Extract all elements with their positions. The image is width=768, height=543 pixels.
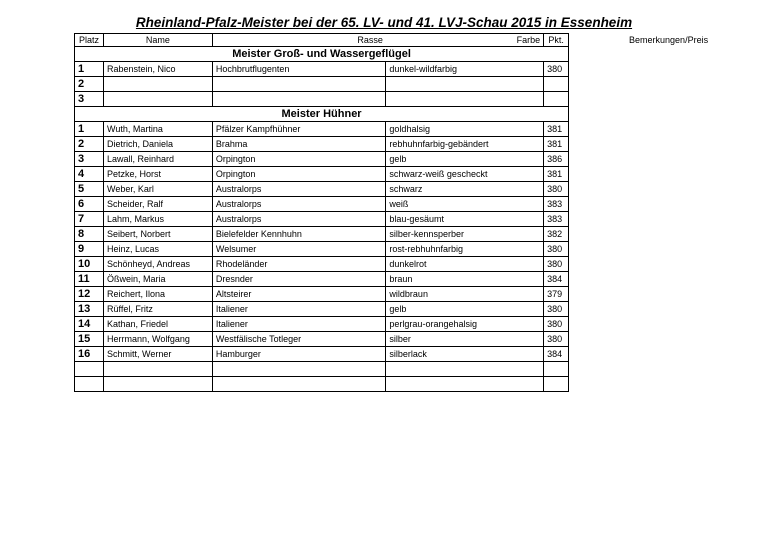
farbe-cell: blau-gesäumt [386, 212, 544, 227]
farbe-cell: rost-rebhuhnfarbig [386, 242, 544, 257]
pkt-cell [544, 77, 569, 92]
header-bemerkungen: Bemerkungen/Preis [569, 34, 768, 47]
table-row [75, 302, 768, 317]
platz-cell: 8 [75, 227, 104, 242]
rasse-cell: Dresnder [212, 272, 386, 287]
pkt-cell: 381 [544, 167, 569, 182]
header-pkt: Pkt. [544, 34, 569, 47]
bemerkungen-cell [569, 47, 768, 62]
farbe-cell: schwarz [386, 182, 544, 197]
table-row [75, 182, 768, 197]
rasse-cell: Rhodeländer [212, 257, 386, 272]
platz-cell: 10 [75, 257, 104, 272]
header-row [75, 34, 768, 47]
platz-cell [75, 377, 104, 392]
name-cell: Kathan, Friedel [103, 317, 212, 332]
pkt-cell: 380 [544, 302, 569, 317]
name-cell: Heinz, Lucas [103, 242, 212, 257]
farbe-cell [386, 362, 544, 377]
rasse-cell [212, 92, 386, 107]
table-row [75, 332, 768, 347]
table-row [75, 62, 768, 77]
table-row [75, 362, 768, 377]
pkt-cell: 383 [544, 197, 569, 212]
name-cell [103, 92, 212, 107]
pkt-cell: 379 [544, 287, 569, 302]
bemerkungen-cell [569, 62, 768, 77]
platz-cell: 15 [75, 332, 104, 347]
table-row [75, 152, 768, 167]
name-cell: Reichert, Ilona [103, 287, 212, 302]
pkt-cell [544, 362, 569, 377]
bemerkungen-cell [569, 107, 768, 122]
bemerkungen-cell [569, 332, 768, 347]
name-cell: Scheider, Ralf [103, 197, 212, 212]
farbe-cell: gelb [386, 152, 544, 167]
bemerkungen-cell [569, 137, 768, 152]
name-cell: Seibert, Norbert [103, 227, 212, 242]
platz-cell: 13 [75, 302, 104, 317]
bemerkungen-cell [569, 122, 768, 137]
bemerkungen-cell [569, 182, 768, 197]
platz-cell: 14 [75, 317, 104, 332]
table-row [75, 227, 768, 242]
table-row [75, 197, 768, 212]
pkt-cell: 380 [544, 62, 569, 77]
platz-cell: 16 [75, 347, 104, 362]
bemerkungen-cell [569, 92, 768, 107]
farbe-cell [386, 92, 544, 107]
platz-cell: 5 [75, 182, 104, 197]
section-title: Meister Hühner [75, 107, 569, 122]
bemerkungen-cell [569, 302, 768, 317]
table-row [75, 272, 768, 287]
pkt-cell: 384 [544, 272, 569, 287]
farbe-cell: silberlack [386, 347, 544, 362]
pkt-cell: 380 [544, 242, 569, 257]
pkt-cell: 381 [544, 122, 569, 137]
rasse-cell: Australorps [212, 182, 386, 197]
header-farbe: Farbe [386, 34, 544, 47]
platz-cell: 3 [75, 152, 104, 167]
bemerkungen-cell [569, 212, 768, 227]
rasse-cell: Italiener [212, 317, 386, 332]
pkt-cell [544, 377, 569, 392]
bemerkungen-cell [569, 257, 768, 272]
rasse-cell: Hochbrutflugenten [212, 62, 386, 77]
pkt-cell: 381 [544, 137, 569, 152]
rasse-cell: Altsteirer [212, 287, 386, 302]
table-row [75, 77, 768, 92]
rasse-cell: Bielefelder Kennhuhn [212, 227, 386, 242]
pkt-cell [544, 92, 569, 107]
platz-cell: 11 [75, 272, 104, 287]
pkt-cell: 384 [544, 347, 569, 362]
platz-cell [75, 362, 104, 377]
table-row [75, 257, 768, 272]
name-cell: Petzke, Horst [103, 167, 212, 182]
farbe-cell: silber [386, 332, 544, 347]
platz-cell: 12 [75, 287, 104, 302]
rasse-cell: Italiener [212, 302, 386, 317]
platz-cell: 1 [75, 62, 104, 77]
rasse-cell: Pfälzer Kampfhühner [212, 122, 386, 137]
platz-cell: 2 [75, 137, 104, 152]
section-header-row [75, 107, 768, 122]
name-cell: Lahm, Markus [103, 212, 212, 227]
farbe-cell: goldhalsig [386, 122, 544, 137]
farbe-cell: braun [386, 272, 544, 287]
table-row [75, 317, 768, 332]
platz-cell: 3 [75, 92, 104, 107]
table-row [75, 287, 768, 302]
table-row [75, 167, 768, 182]
pkt-cell: 380 [544, 317, 569, 332]
farbe-cell: perlgrau-orangehalsig [386, 317, 544, 332]
rasse-cell [212, 377, 386, 392]
name-cell: Schönheyd, Andreas [103, 257, 212, 272]
farbe-cell: schwarz-weiß gescheckt [386, 167, 544, 182]
name-cell: Weber, Karl [103, 182, 212, 197]
farbe-cell: dunkelrot [386, 257, 544, 272]
platz-cell: 7 [75, 212, 104, 227]
bemerkungen-cell [569, 152, 768, 167]
farbe-cell: dunkel-wildfarbig [386, 62, 544, 77]
bemerkungen-cell [569, 362, 768, 377]
name-cell: Dietrich, Daniela [103, 137, 212, 152]
platz-cell: 1 [75, 122, 104, 137]
bemerkungen-cell [569, 77, 768, 92]
name-cell: Ößwein, Maria [103, 272, 212, 287]
rasse-cell: Orpington [212, 152, 386, 167]
header-platz: Platz [75, 34, 104, 47]
platz-cell: 6 [75, 197, 104, 212]
table-row [75, 347, 768, 362]
pkt-cell: 383 [544, 212, 569, 227]
table-row [75, 137, 768, 152]
name-cell [103, 377, 212, 392]
name-cell [103, 362, 212, 377]
farbe-cell: gelb [386, 302, 544, 317]
farbe-cell: wildbraun [386, 287, 544, 302]
bemerkungen-cell [569, 167, 768, 182]
pkt-cell: 380 [544, 257, 569, 272]
name-cell: Wuth, Martina [103, 122, 212, 137]
name-cell: Herrmann, Wolfgang [103, 332, 212, 347]
table-row [75, 122, 768, 137]
document-title: Rheinland-Pfalz-Meister bei der 65. LV- und 41. LVJ-Schau 2015 in Essenheim [135, 15, 633, 30]
platz-cell: 2 [75, 77, 104, 92]
bemerkungen-cell [569, 347, 768, 362]
name-cell [103, 77, 212, 92]
pkt-cell: 386 [544, 152, 569, 167]
rasse-cell: Australorps [212, 212, 386, 227]
table-row [75, 92, 768, 107]
name-cell: Schmitt, Werner [103, 347, 212, 362]
section-header-row [75, 47, 768, 62]
rasse-cell: Brahma [212, 137, 386, 152]
section-title: Meister Groß- und Wassergeflügel [75, 47, 569, 62]
farbe-cell [386, 377, 544, 392]
rasse-cell: Orpington [212, 167, 386, 182]
farbe-cell: weiß [386, 197, 544, 212]
bemerkungen-cell [569, 242, 768, 257]
name-cell: Lawall, Reinhard [103, 152, 212, 167]
table-row [75, 377, 768, 392]
rasse-cell [212, 77, 386, 92]
rasse-cell: Hamburger [212, 347, 386, 362]
platz-cell: 9 [75, 242, 104, 257]
pkt-cell: 380 [544, 332, 569, 347]
bemerkungen-cell [569, 197, 768, 212]
name-cell: Rabenstein, Nico [103, 62, 212, 77]
pkt-cell: 382 [544, 227, 569, 242]
farbe-cell [386, 77, 544, 92]
table-row [75, 212, 768, 227]
rasse-cell: Welsumer [212, 242, 386, 257]
rasse-cell: Australorps [212, 197, 386, 212]
bemerkungen-cell [569, 227, 768, 242]
table-row [75, 242, 768, 257]
rasse-cell: Westfälische Totleger [212, 332, 386, 347]
farbe-cell: silber-kennsperber [386, 227, 544, 242]
bemerkungen-cell [569, 272, 768, 287]
bemerkungen-cell [569, 377, 768, 392]
platz-cell: 4 [75, 167, 104, 182]
rasse-cell [212, 362, 386, 377]
bemerkungen-cell [569, 287, 768, 302]
header-name: Name [103, 34, 212, 47]
farbe-cell: rebhuhnfarbig-gebändert [386, 137, 544, 152]
results-table [74, 33, 768, 392]
header-rasse: Rasse [212, 34, 386, 47]
pkt-cell: 380 [544, 182, 569, 197]
bemerkungen-cell [569, 317, 768, 332]
name-cell: Rüffel, Fritz [103, 302, 212, 317]
